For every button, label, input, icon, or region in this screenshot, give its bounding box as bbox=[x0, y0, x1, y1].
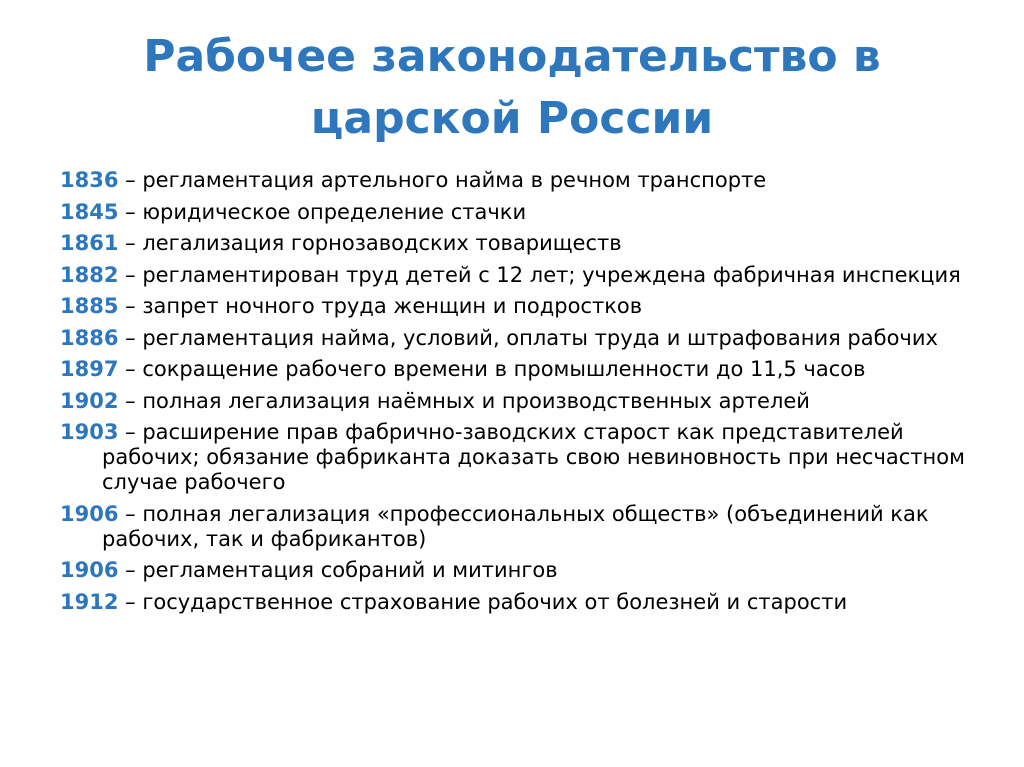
entry-text: полная легализация «профессиональных обществ» (объединений как рабочих, так и фабрикантов) bbox=[102, 501, 929, 551]
entry-year: 1906 bbox=[60, 501, 119, 526]
entry-year: 1903 bbox=[60, 420, 119, 444]
entry-text: регламентация собраний и митингов bbox=[142, 558, 558, 582]
entry-year: 1836 bbox=[60, 168, 119, 192]
list-item bbox=[60, 294, 980, 319]
entry-separator: – bbox=[118, 262, 143, 287]
entry-separator: – bbox=[118, 294, 143, 318]
list-item bbox=[60, 357, 980, 382]
entry-separator: – bbox=[118, 199, 143, 224]
entry-text: регламентация артельного найма в речном транспорте bbox=[142, 168, 767, 192]
entry-text: регламентация найма, условий, оплаты труда и штрафования рабочих bbox=[142, 325, 938, 350]
list-item bbox=[60, 389, 980, 414]
list-item bbox=[60, 263, 980, 288]
list-item bbox=[60, 326, 980, 351]
list-item bbox=[60, 168, 980, 193]
list-item bbox=[60, 502, 980, 552]
entry-separator: – bbox=[118, 388, 143, 413]
entry-year: 1897 bbox=[60, 357, 119, 381]
slide-title-line-1: Рабочее законодательство в bbox=[143, 31, 881, 82]
entry-year: 1885 bbox=[60, 294, 119, 318]
entry-separator: – bbox=[118, 589, 143, 614]
list-item bbox=[60, 231, 980, 256]
entry-text: полная легализация наёмных и производственных артелей bbox=[142, 388, 810, 413]
slide-title bbox=[0, 26, 1024, 150]
entry-year: 1906 bbox=[60, 558, 119, 582]
entry-separator: – bbox=[118, 325, 143, 350]
entry-year: 1882 bbox=[60, 262, 119, 287]
entry-separator: – bbox=[118, 420, 143, 444]
entry-year: 1912 bbox=[60, 589, 119, 614]
entry-text: регламентирован труд детей с 12 лет; учреждена фабричная инспекция bbox=[142, 262, 961, 287]
entry-year: 1861 bbox=[60, 231, 119, 255]
legislation-list bbox=[60, 168, 980, 621]
list-item bbox=[60, 200, 980, 225]
entry-text: сокращение рабочего времени в промышленности до 11,5 часов bbox=[142, 357, 866, 381]
entry-separator: – bbox=[118, 501, 143, 526]
slide-title-line-2: царской России bbox=[310, 93, 714, 144]
entry-year: 1845 bbox=[60, 199, 119, 224]
entry-separator: – bbox=[118, 558, 143, 582]
entry-text: запрет ночного труда женщин и подростков bbox=[142, 294, 643, 318]
list-item bbox=[60, 590, 980, 615]
entry-separator: – bbox=[118, 357, 143, 381]
list-item bbox=[60, 420, 980, 495]
entry-separator: – bbox=[118, 168, 143, 192]
list-item bbox=[60, 558, 980, 583]
entry-text: расширение прав фабрично-заводских старост как представителей рабочих; обязание фабриканта доказать свою невиновность при несчастном случае рабочего bbox=[102, 420, 965, 494]
entry-text: легализация горнозаводских товариществ bbox=[142, 231, 622, 255]
entry-year: 1902 bbox=[60, 388, 119, 413]
entry-year: 1886 bbox=[60, 325, 119, 350]
entry-separator: – bbox=[118, 231, 143, 255]
entry-text: юридическое определение стачки bbox=[142, 199, 527, 224]
entry-text: государственное страхование рабочих от болезней и старости bbox=[142, 589, 848, 614]
